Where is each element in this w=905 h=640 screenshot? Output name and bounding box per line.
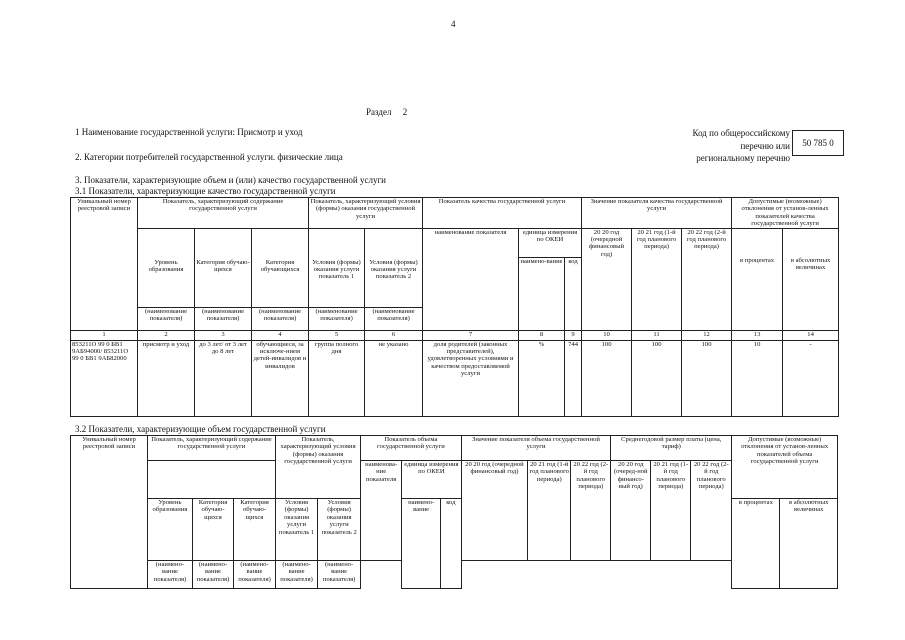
t1-c7: доля родителей (законных представителей), удовлетворенных условиями и качеством предоставляемой услуги	[423, 340, 519, 416]
t2-h-level: Уровень образования	[147, 499, 192, 561]
t1-h-abs: в абсолютных величинах	[783, 228, 839, 330]
t2-h-conditions: Показатель, характеризующий условия (формы) оказания государственной услуги	[276, 436, 361, 499]
t1-h-unit: единица измерения по ОКЕИ	[519, 228, 582, 257]
table-row	[71, 340, 839, 416]
t1-h-indname-5: (наименование показателя)	[309, 307, 365, 330]
t2-blank-1	[361, 561, 402, 589]
t1-h-y2: 20 21 год (1-й год планового периода)	[632, 228, 682, 330]
consumer-category: 2. Категории потребителей государственной услуги. физические лица	[75, 152, 343, 162]
heading-quality: 3.1 Показатели, характеризующие качество государственной услуги	[75, 186, 336, 196]
t2-h-volume: Показатель объема государственной услуги	[361, 436, 461, 461]
quality-table	[70, 197, 839, 417]
t2-h-abs: в абсолютных величинах	[780, 499, 838, 589]
t1-num: 4	[252, 330, 309, 340]
page-number: 4	[451, 19, 456, 29]
code-label-3: региональному перечню	[696, 153, 790, 163]
t2-h-unit-code: код	[441, 499, 462, 589]
t1-c6: не указано	[365, 340, 423, 416]
service-name: 1 Наименование государственной услуги: Присмотр и уход	[75, 127, 303, 137]
t2-h-p3: 20 22 год (2-й год планового периода)	[691, 461, 732, 561]
t1-h-name: наименование показателя	[423, 228, 519, 330]
t1-num: 2	[138, 330, 195, 340]
t2-h-content-gap	[147, 461, 275, 499]
t1-num: 12	[682, 330, 732, 340]
t1-c11: 100	[632, 340, 682, 416]
t1-num: 10	[582, 330, 632, 340]
t2-blank-4	[571, 561, 611, 589]
t1-c9: 744	[565, 340, 582, 416]
t1-h-unique: Уникальный номер реестровой записи	[71, 198, 138, 331]
t2-h-unit: единица измерения по ОКЕИ	[402, 461, 461, 499]
t2-h-y1: 20 20 год (очередной финансовый год)	[461, 461, 528, 561]
t2-h-pct: в процентах	[732, 499, 780, 589]
t1-c14: -	[783, 340, 839, 416]
t2-h-indname-3: (наимено-вание показателя)	[193, 561, 234, 589]
t1-num: 13	[732, 330, 783, 340]
code-label-1: Код по общероссийскому	[692, 128, 790, 138]
code-label-2: перечню или	[740, 141, 790, 151]
t2-h-deviation: Допустимые (возможные) отклонения от установ-ленных показателей объема государственной услуги	[732, 436, 838, 499]
volume-table	[70, 435, 838, 589]
t1-c10: 100	[582, 340, 632, 416]
t2-h-cat2: Категория обучаю-щихся	[234, 499, 276, 561]
t1-h-unit-code: код	[565, 257, 582, 330]
registry-code-box: 50 785 0	[792, 130, 844, 156]
t2-h-p1: 20 20 год (очеред-ной финансо-вый год)	[611, 461, 651, 561]
t2-blank-5	[611, 561, 651, 589]
section-title: Раздел 2	[366, 107, 408, 117]
t1-h-y1: 20 20 год (очередной финансовый год)	[582, 228, 632, 330]
t1-num: 3	[195, 330, 252, 340]
t1-h-cond2: Условия (формы) оказания услуги показатель 2	[365, 228, 423, 307]
t1-num: 7	[423, 330, 519, 340]
t2-h-name: наименова-ние показателя	[361, 461, 402, 561]
t2-h-cat1: Категория обучаю-щихся	[193, 499, 234, 561]
t1-h-pct: в процентах	[732, 228, 783, 330]
t1-h-content: Показатель, характеризующий содержание государственной услуги	[138, 198, 309, 229]
t2-blank-6	[651, 561, 691, 589]
t1-c12: 100	[682, 340, 732, 416]
t1-num: 6	[365, 330, 423, 340]
t1-c5: группа полного дня	[309, 340, 365, 416]
t1-h-indname-2: (наименование показателя)	[138, 307, 195, 330]
t1-h-unit-name: наимено-вание	[519, 257, 565, 330]
t1-h-cat2: Категория обучающихся	[252, 228, 309, 307]
t1-h-value: Значение показателя качества государственной услуги	[582, 198, 732, 229]
t1-num: 1	[71, 330, 138, 340]
t2-blank-3	[528, 561, 571, 589]
t1-c1: 853211О 99 0 БВ1 9АБ94000/ 853211О 99 0 БВ1 9АБ82000	[71, 340, 138, 416]
t1-h-indname-3: (наименование показателя)	[195, 307, 252, 330]
t2-blank-2	[461, 561, 528, 589]
t1-num: 14	[783, 330, 839, 340]
t2-h-p2: 20 21 год (1-й год планового периода)	[651, 461, 691, 561]
t1-num: 11	[632, 330, 682, 340]
t2-h-y2: 20 21 год (1-й год планового периода)	[528, 461, 571, 561]
t2-h-indname-5: (наимено-вание показателя)	[276, 561, 318, 589]
t2-h-indname-6: (наимено-вание показателя)	[318, 561, 361, 589]
t2-h-vvalue: Значение показателя объема государственной услуги	[461, 436, 611, 461]
heading-indicators: 3. Показатели, характеризующие объем и (или) качество государственной услуги	[75, 175, 386, 185]
t1-h-deviation: Допустимые (возможные) отклонения от установ-ленных показателей качества государственной услуги	[732, 198, 839, 229]
t1-num: 5	[309, 330, 365, 340]
t2-h-indname-4: (наимено-вание показателя)	[234, 561, 276, 589]
t1-c4: обучающиеся, за исключе-нием детей-инвалидов и инвалидов	[252, 340, 309, 416]
t1-h-indname-4: (наименование показателя)	[252, 307, 309, 330]
t2-h-content: Показатель, характеризующий содержание государственной услуги	[147, 436, 275, 461]
t2-h-unique: Уникальный номер реестровой записи	[71, 436, 148, 589]
t1-h-indname-6: (наименование показателя)	[365, 307, 423, 330]
t1-num: 9	[565, 330, 582, 340]
t1-h-cond1: Условия (формы) оказания услуги показатель 1	[309, 228, 365, 307]
t1-c13: 10	[732, 340, 783, 416]
t2-h-cond2: Условия (формы) оказания услуги показатель 2	[318, 499, 361, 561]
t1-num: 8	[519, 330, 565, 340]
t1-c8: %	[519, 340, 565, 416]
t1-c2: присмотр и уход	[138, 340, 195, 416]
t1-h-y3: 20 22 год (2-й год планового периода)	[682, 228, 732, 330]
t2-h-unit-name: наимено-вание	[402, 499, 441, 589]
t2-h-y3: 20 22 год (2-й год планового периода)	[571, 461, 611, 561]
t2-h-indname-2: (наимено-вание показателя)	[147, 561, 192, 589]
t1-c3: до 3 лет/ от 3 лет до 8 лет	[195, 340, 252, 416]
t1-h-cat1: Категория обучаю-щихся	[195, 228, 252, 307]
t1-h-level: Уровень образования	[138, 228, 195, 307]
t2-h-price: Среднегодовой размер платы (цена, тариф)	[611, 436, 732, 461]
t1-h-quality: Показатель качества государственной услуги	[423, 198, 582, 229]
t2-h-cond1: Условия (формы) оказания услуги показатель 1	[276, 499, 318, 561]
heading-volume: 3.2 Показатели, характеризующие объем государственной услуги	[75, 424, 326, 434]
t1-h-conditions: Показатель, характеризующий условия (формы) оказания государственной услуги	[309, 198, 423, 229]
